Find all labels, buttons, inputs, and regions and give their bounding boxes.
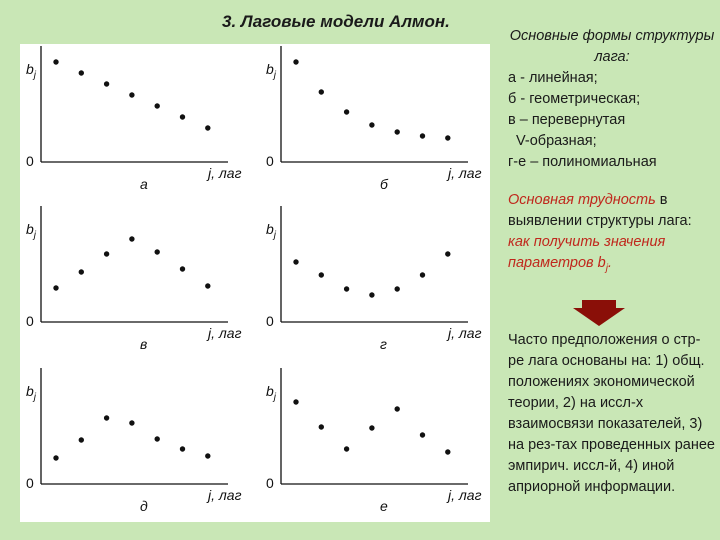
forms-block bbox=[508, 26, 716, 173]
data-point bbox=[104, 81, 109, 86]
x-axis-label: j, лаг bbox=[208, 165, 242, 181]
data-point bbox=[155, 436, 160, 441]
difficulty-question-subscript: j bbox=[605, 262, 608, 274]
data-point bbox=[205, 283, 210, 288]
data-point bbox=[104, 251, 109, 256]
data-point bbox=[395, 406, 400, 411]
slide-title: 3. Лаговые модели Алмон. bbox=[222, 12, 450, 31]
difficulty-question-end: . bbox=[607, 255, 612, 271]
x-axis-label: j, лаг bbox=[448, 165, 482, 181]
origin-label: 0 bbox=[26, 153, 34, 169]
data-point bbox=[344, 286, 349, 291]
data-point bbox=[155, 249, 160, 254]
y-axis-label: $b_j$ bbox=[266, 221, 277, 241]
origin-label: 0 bbox=[266, 153, 274, 169]
data-point bbox=[293, 399, 298, 404]
data-point bbox=[79, 437, 84, 442]
y-axis-label: $b_j$ bbox=[266, 61, 277, 81]
y-axis-label: $b_j$ bbox=[26, 221, 37, 241]
data-point bbox=[319, 424, 324, 429]
forms-item-v-shaped: V-образная; bbox=[516, 133, 597, 149]
data-point bbox=[344, 446, 349, 451]
data-point bbox=[395, 129, 400, 134]
assumptions-block bbox=[508, 330, 716, 498]
data-point bbox=[53, 285, 58, 290]
panel-label: а bbox=[140, 176, 148, 192]
lag-structure-plots bbox=[20, 44, 490, 522]
forms-item-inverted: в – перевернутая bbox=[508, 112, 626, 128]
data-point bbox=[319, 272, 324, 277]
data-point bbox=[369, 425, 374, 430]
difficulty-question: как получить значения параметров b bbox=[508, 234, 666, 271]
data-point bbox=[420, 272, 425, 277]
assumptions-text: Часто предположения о стр-ре лага основаны на: 1) общ. положениях экономической теории, 2) на иссл-х взаимосвязи показателей, 3) на рез-тах проведенных ранее эмпирич. иссл-й, 4) иной априорной информации. bbox=[508, 332, 715, 495]
origin-label: 0 bbox=[26, 313, 34, 329]
panel-label: г bbox=[380, 336, 387, 352]
data-point bbox=[53, 59, 58, 64]
x-axis-label: j, лаг bbox=[208, 487, 242, 503]
data-point bbox=[129, 92, 134, 97]
y-axis-label-subscript: j bbox=[273, 230, 277, 241]
panel-label: б bbox=[380, 176, 388, 192]
data-point bbox=[205, 125, 210, 130]
panel-label: е bbox=[380, 498, 388, 514]
data-point bbox=[205, 453, 210, 458]
data-point bbox=[129, 236, 134, 241]
data-point bbox=[445, 251, 450, 256]
x-axis-label: j, лаг bbox=[448, 325, 482, 341]
panel-label: в bbox=[140, 336, 148, 352]
y-axis-label: $b_j$ bbox=[26, 383, 37, 403]
data-point bbox=[104, 415, 109, 420]
data-point bbox=[79, 70, 84, 75]
panel-label: д bbox=[140, 498, 148, 514]
down-arrow-icon bbox=[573, 300, 625, 326]
data-point bbox=[445, 135, 450, 140]
data-point bbox=[319, 89, 324, 94]
forms-title: Основные формы структуры лага: bbox=[509, 28, 715, 65]
data-point bbox=[420, 133, 425, 138]
y-axis-label: $b_j$ bbox=[26, 61, 37, 81]
y-axis-label-subscript: j bbox=[33, 230, 37, 241]
difficulty-block bbox=[508, 190, 716, 279]
difficulty-heading: Основная трудность bbox=[508, 192, 656, 208]
forms-item-geometric: б - геометрическая; bbox=[508, 91, 641, 107]
data-point bbox=[369, 122, 374, 127]
data-point bbox=[79, 269, 84, 274]
data-point bbox=[445, 449, 450, 454]
data-point bbox=[369, 292, 374, 297]
y-axis-label-subscript: j bbox=[33, 70, 37, 81]
data-point bbox=[395, 286, 400, 291]
y-axis-label: $b_j$ bbox=[266, 383, 277, 403]
data-point bbox=[129, 420, 134, 425]
x-axis-label: j, лаг bbox=[208, 325, 242, 341]
forms-item-polynomial: г-е – полиномиальная bbox=[508, 154, 657, 170]
origin-label: 0 bbox=[266, 313, 274, 329]
origin-label: 0 bbox=[266, 475, 274, 491]
y-axis-label-subscript: j bbox=[33, 392, 37, 403]
x-axis-label: j, лаг bbox=[448, 487, 482, 503]
data-point bbox=[180, 446, 185, 451]
data-point bbox=[180, 114, 185, 119]
y-axis-label-subscript: j bbox=[273, 70, 277, 81]
data-point bbox=[180, 266, 185, 271]
y-axis-label-subscript: j bbox=[273, 392, 277, 403]
forms-item-linear: а - линейная; bbox=[508, 70, 598, 86]
data-point bbox=[293, 259, 298, 264]
data-point bbox=[155, 103, 160, 108]
origin-label: 0 bbox=[26, 475, 34, 491]
data-point bbox=[293, 59, 298, 64]
data-point bbox=[420, 432, 425, 437]
difficulty-text: в выявлении структуры лага: bbox=[508, 192, 692, 229]
lag-structure-figure bbox=[20, 44, 490, 522]
data-point bbox=[344, 109, 349, 114]
data-point bbox=[53, 455, 58, 460]
